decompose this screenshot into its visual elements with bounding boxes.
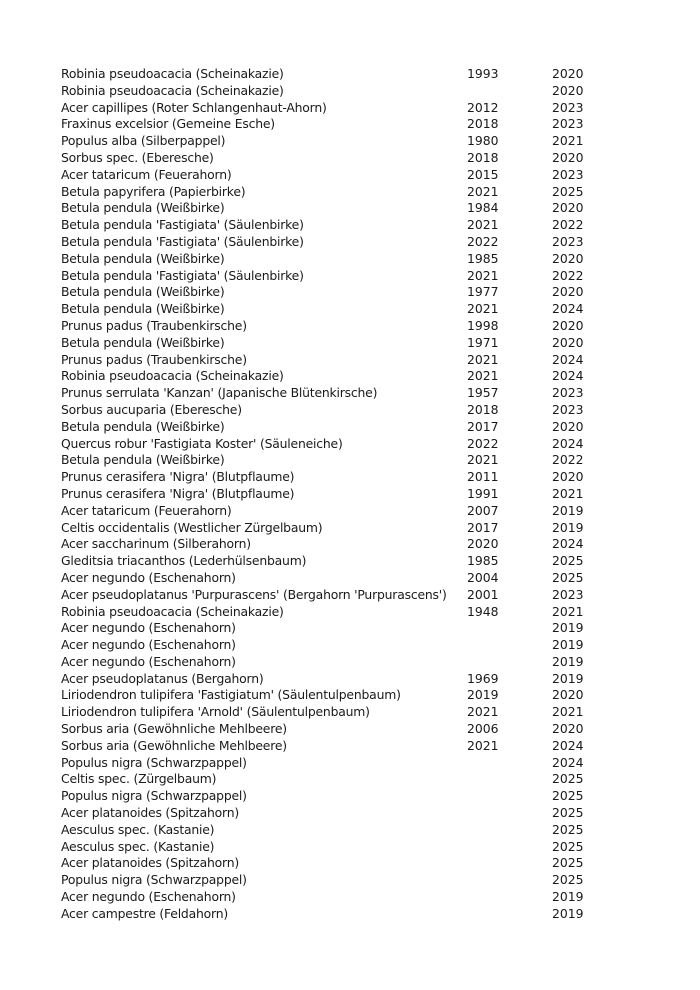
record-year: 2025 xyxy=(552,838,584,854)
tree-species-name: Acer negundo (Eschenahorn) xyxy=(61,653,236,669)
tree-species-name: Robinia pseudoacacia (Scheinakazie) xyxy=(61,82,284,98)
table-row xyxy=(61,687,601,704)
planting-year: 2021 xyxy=(467,301,499,317)
table-row xyxy=(61,83,601,100)
planting-year: 2011 xyxy=(467,469,499,485)
tree-species-name: Betula pendula (Weißbirke) xyxy=(61,284,225,300)
record-year: 2023 xyxy=(552,166,584,182)
tree-species-name: Aesculus spec. (Kastanie) xyxy=(61,821,215,837)
planting-year: 2021 xyxy=(467,183,499,199)
planting-year: 2021 xyxy=(467,217,499,233)
planting-year: 1991 xyxy=(467,485,499,501)
planting-year: 1957 xyxy=(467,385,499,401)
table-row xyxy=(61,889,601,906)
tree-species-name: Populus nigra (Schwarzpappel) xyxy=(61,872,247,888)
record-year: 2021 xyxy=(552,704,584,720)
tree-species-name: Fraxinus excelsior (Gemeine Esche) xyxy=(61,116,275,132)
table-row xyxy=(61,486,601,503)
tree-species-name: Prunus cerasifera 'Nigra' (Blutpflaume) xyxy=(61,469,295,485)
table-row xyxy=(61,469,601,486)
tree-species-name: Acer negundo (Eschenahorn) xyxy=(61,889,236,905)
record-year: 2019 xyxy=(552,905,584,921)
table-row xyxy=(61,335,601,352)
tree-table xyxy=(61,66,601,923)
record-year: 2020 xyxy=(552,469,584,485)
tree-species-name: Betula pendula (Weißbirke) xyxy=(61,301,225,317)
table-row xyxy=(61,654,601,671)
table-row xyxy=(61,217,601,234)
tree-species-name: Aesculus spec. (Kastanie) xyxy=(61,838,215,854)
table-row xyxy=(61,385,601,402)
tree-species-name: Betula pendula 'Fastigiata' (Säulenbirke) xyxy=(61,233,304,249)
record-year: 2020 xyxy=(552,200,584,216)
tree-species-name: Betula pendula (Weißbirke) xyxy=(61,250,225,266)
tree-species-name: Sorbus aucuparia (Eberesche) xyxy=(61,401,242,417)
planting-year: 2021 xyxy=(467,351,499,367)
record-year: 2024 xyxy=(552,368,584,384)
planting-year: 2021 xyxy=(467,704,499,720)
table-row xyxy=(61,570,601,587)
table-row xyxy=(61,872,601,889)
record-year: 2020 xyxy=(552,284,584,300)
table-row xyxy=(61,553,601,570)
tree-species-name: Betula pendula 'Fastigiata' (Säulenbirke) xyxy=(61,217,304,233)
table-row xyxy=(61,536,601,553)
tree-species-name: Acer negundo (Eschenahorn) xyxy=(61,569,236,585)
table-row xyxy=(61,268,601,285)
record-year: 2023 xyxy=(552,116,584,132)
tree-species-name: Acer saccharinum (Silberahorn) xyxy=(61,536,251,552)
table-row xyxy=(61,452,601,469)
table-row xyxy=(61,906,601,923)
record-year: 2025 xyxy=(552,805,584,821)
tree-species-name: Acer negundo (Eschenahorn) xyxy=(61,637,236,653)
table-row xyxy=(61,822,601,839)
table-row xyxy=(61,66,601,83)
record-year: 2023 xyxy=(552,401,584,417)
table-row xyxy=(61,234,601,251)
record-year: 2023 xyxy=(552,586,584,602)
record-year: 2020 xyxy=(552,66,584,81)
table-row xyxy=(61,318,601,335)
table-row xyxy=(61,805,601,822)
record-year: 2020 xyxy=(552,687,584,703)
table-row xyxy=(61,116,601,133)
table-row xyxy=(61,419,601,436)
tree-species-name: Betula pendula (Weißbirke) xyxy=(61,418,225,434)
planting-year: 1985 xyxy=(467,553,499,569)
tree-species-name: Acer capillipes (Roter Schlangenhaut-Ahorn) xyxy=(61,99,327,115)
tree-species-name: Betula papyrifera (Papierbirke) xyxy=(61,183,246,199)
tree-species-name: Acer pseudoplatanus 'Purpurascens' (Bergahorn 'Purpurascens') xyxy=(61,586,447,602)
planting-year: 2021 xyxy=(467,452,499,468)
record-year: 2025 xyxy=(552,855,584,871)
record-year: 2024 xyxy=(552,301,584,317)
record-year: 2020 xyxy=(552,82,584,98)
record-year: 2021 xyxy=(552,603,584,619)
table-row xyxy=(61,855,601,872)
table-row xyxy=(61,620,601,637)
planting-year: 1977 xyxy=(467,284,499,300)
record-year: 2025 xyxy=(552,872,584,888)
table-row xyxy=(61,503,601,520)
planting-year: 2018 xyxy=(467,116,499,132)
planting-year: 1971 xyxy=(467,334,499,350)
table-row xyxy=(61,133,601,150)
planting-year: 2021 xyxy=(467,368,499,384)
planting-year: 1969 xyxy=(467,670,499,686)
planting-year: 2004 xyxy=(467,569,499,585)
table-row xyxy=(61,671,601,688)
record-year: 2019 xyxy=(552,889,584,905)
tree-species-name: Acer campestre (Feldahorn) xyxy=(61,905,228,921)
table-row xyxy=(61,604,601,621)
record-year: 2023 xyxy=(552,99,584,115)
tree-species-name: Celtis spec. (Zürgelbaum) xyxy=(61,771,217,787)
tree-species-name: Prunus serrulata 'Kanzan' (Japanische Blütenkirsche) xyxy=(61,385,378,401)
record-year: 2021 xyxy=(552,133,584,149)
planting-year: 2006 xyxy=(467,721,499,737)
planting-year: 1998 xyxy=(467,317,499,333)
tree-species-name: Quercus robur 'Fastigiata Koster' (Säuleneiche) xyxy=(61,435,343,451)
record-year: 2025 xyxy=(552,771,584,787)
tree-species-name: Celtis occidentalis (Westlicher Zürgelbaum) xyxy=(61,519,323,535)
record-year: 2019 xyxy=(552,519,584,535)
tree-species-name: Prunus padus (Traubenkirsche) xyxy=(61,317,247,333)
table-row xyxy=(61,284,601,301)
planting-year: 2007 xyxy=(467,502,499,518)
tree-species-name: Betula pendula 'Fastigiata' (Säulenbirke) xyxy=(61,267,304,283)
tree-species-name: Populus nigra (Schwarzpappel) xyxy=(61,788,247,804)
tree-species-name: Acer pseudoplatanus (Bergahorn) xyxy=(61,670,264,686)
record-year: 2022 xyxy=(552,217,584,233)
tree-species-name: Prunus cerasifera 'Nigra' (Blutpflaume) xyxy=(61,485,295,501)
table-row xyxy=(61,251,601,268)
table-row xyxy=(61,788,601,805)
tree-species-name: Acer platanoides (Spitzahorn) xyxy=(61,855,239,871)
record-year: 2024 xyxy=(552,435,584,451)
planting-year: 2001 xyxy=(467,586,499,602)
table-row xyxy=(61,184,601,201)
tree-species-name: Betula pendula (Weißbirke) xyxy=(61,200,225,216)
tree-species-name: Sorbus aria (Gewöhnliche Mehlbeere) xyxy=(61,721,287,737)
tree-species-name: Acer negundo (Eschenahorn) xyxy=(61,620,236,636)
tree-species-name: Populus nigra (Schwarzpappel) xyxy=(61,754,247,770)
record-year: 2020 xyxy=(552,334,584,350)
tree-species-name: Gleditsia triacanthos (Lederhülsenbaum) xyxy=(61,553,307,569)
tree-species-name: Acer tataricum (Feuerahorn) xyxy=(61,502,232,518)
tree-species-name: Robinia pseudoacacia (Scheinakazie) xyxy=(61,368,284,384)
record-year: 2019 xyxy=(552,670,584,686)
record-year: 2025 xyxy=(552,788,584,804)
planting-year: 2018 xyxy=(467,401,499,417)
table-row xyxy=(61,704,601,721)
table-row xyxy=(61,637,601,654)
planting-year: 2022 xyxy=(467,435,499,451)
record-year: 2020 xyxy=(552,317,584,333)
table-row xyxy=(61,520,601,537)
tree-species-name: Betula pendula (Weißbirke) xyxy=(61,452,225,468)
table-row xyxy=(61,200,601,217)
table-row xyxy=(61,587,601,604)
record-year: 2020 xyxy=(552,721,584,737)
record-year: 2025 xyxy=(552,183,584,199)
tree-species-name: Robinia pseudoacacia (Scheinakazie) xyxy=(61,603,284,619)
table-row xyxy=(61,301,601,318)
table-row xyxy=(61,368,601,385)
record-year: 2024 xyxy=(552,536,584,552)
planting-year: 2019 xyxy=(467,687,499,703)
table-row xyxy=(61,755,601,772)
table-row xyxy=(61,738,601,755)
record-year: 2025 xyxy=(552,821,584,837)
planting-year: 2015 xyxy=(467,166,499,182)
tree-species-name: Sorbus spec. (Eberesche) xyxy=(61,149,214,165)
tree-species-name: Acer platanoides (Spitzahorn) xyxy=(61,805,239,821)
planting-year: 1985 xyxy=(467,250,499,266)
table-row xyxy=(61,839,601,856)
table-row xyxy=(61,436,601,453)
tree-species-name: Liriodendron tulipifera 'Arnold' (Säulentulpenbaum) xyxy=(61,704,370,720)
record-year: 2022 xyxy=(552,452,584,468)
record-year: 2024 xyxy=(552,737,584,753)
planting-year: 2021 xyxy=(467,267,499,283)
planting-year: 1993 xyxy=(467,66,499,81)
planting-year: 2017 xyxy=(467,519,499,535)
tree-species-name: Prunus padus (Traubenkirsche) xyxy=(61,351,247,367)
record-year: 2019 xyxy=(552,620,584,636)
planting-year: 2021 xyxy=(467,737,499,753)
planting-year: 2020 xyxy=(467,536,499,552)
record-year: 2020 xyxy=(552,418,584,434)
table-row xyxy=(61,352,601,369)
record-year: 2025 xyxy=(552,553,584,569)
planting-year: 2022 xyxy=(467,233,499,249)
table-row xyxy=(61,167,601,184)
tree-species-name: Sorbus aria (Gewöhnliche Mehlbeere) xyxy=(61,737,287,753)
planting-year: 2012 xyxy=(467,99,499,115)
record-year: 2023 xyxy=(552,385,584,401)
record-year: 2020 xyxy=(552,149,584,165)
record-year: 2022 xyxy=(552,267,584,283)
record-year: 2021 xyxy=(552,485,584,501)
record-year: 2024 xyxy=(552,351,584,367)
tree-species-name: Acer tataricum (Feuerahorn) xyxy=(61,166,232,182)
table-row xyxy=(61,402,601,419)
planting-year: 1948 xyxy=(467,603,499,619)
table-row xyxy=(61,771,601,788)
planting-year: 1980 xyxy=(467,133,499,149)
planting-year: 2017 xyxy=(467,418,499,434)
record-year: 2019 xyxy=(552,502,584,518)
tree-species-name: Robinia pseudoacacia (Scheinakazie) xyxy=(61,66,284,81)
record-year: 2019 xyxy=(552,637,584,653)
planting-year: 2018 xyxy=(467,149,499,165)
record-year: 2023 xyxy=(552,233,584,249)
tree-species-name: Liriodendron tulipifera 'Fastigiatum' (Säulentulpenbaum) xyxy=(61,687,401,703)
record-year: 2020 xyxy=(552,250,584,266)
tree-species-name: Betula pendula (Weißbirke) xyxy=(61,334,225,350)
record-year: 2019 xyxy=(552,653,584,669)
tree-species-name: Populus alba (Silberpappel) xyxy=(61,133,226,149)
record-year: 2024 xyxy=(552,754,584,770)
planting-year: 1984 xyxy=(467,200,499,216)
table-row xyxy=(61,150,601,167)
table-row xyxy=(61,100,601,117)
table-row xyxy=(61,721,601,738)
record-year: 2025 xyxy=(552,569,584,585)
